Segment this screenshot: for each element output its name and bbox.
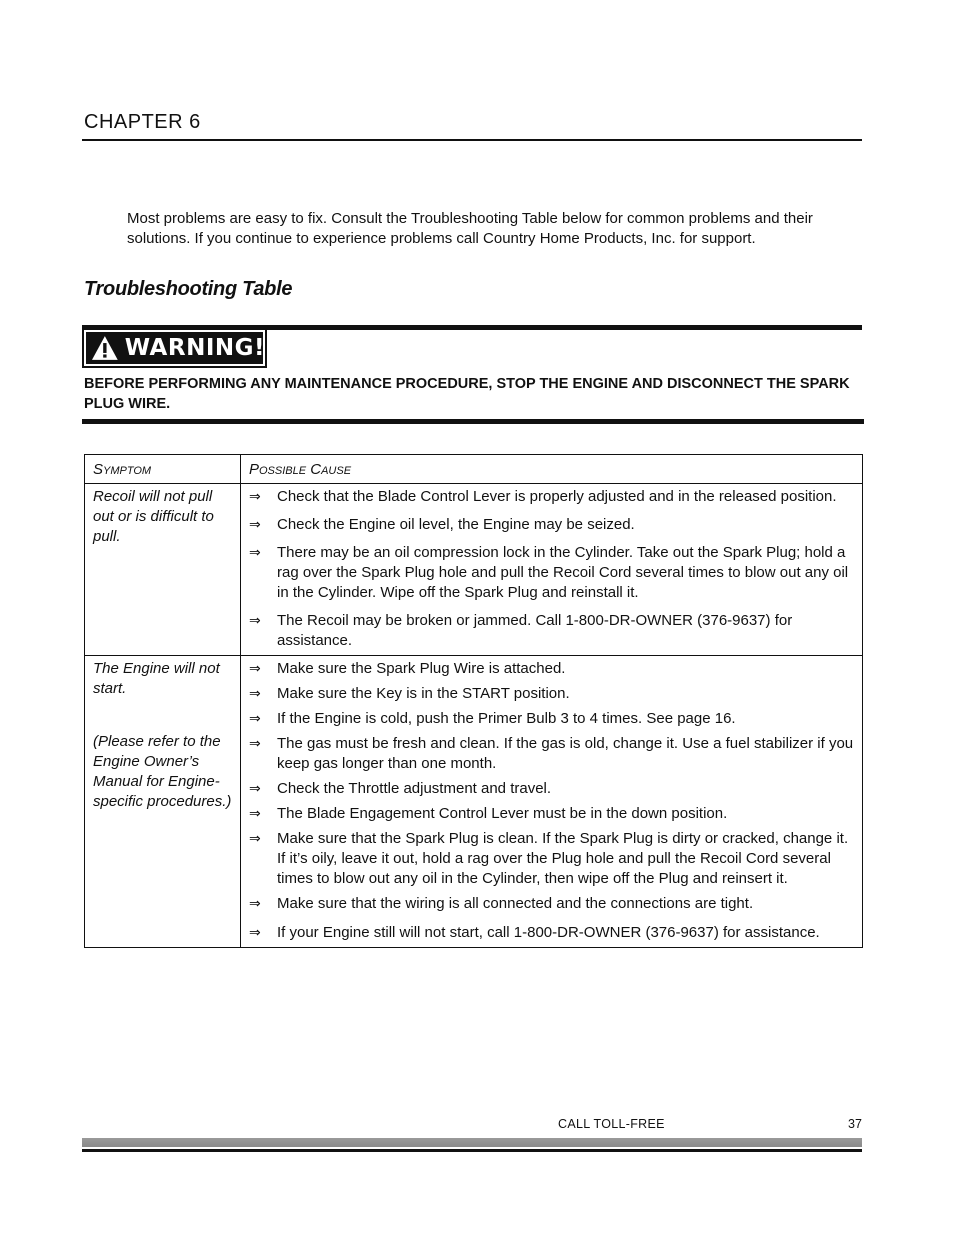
cause-text: If the Engine is cold, push the Primer Bulb 3 to 4 times. See page 16. [277, 710, 736, 727]
footer-bar [82, 1138, 862, 1152]
list-item [249, 515, 856, 535]
footer-call-toll-free: CALL TOLL-FREE [558, 1117, 665, 1131]
phone-number: 1-800-DR-OWNER (376-9637) [513, 924, 719, 941]
list-item [249, 804, 856, 824]
cause-text-before: The Recoil may be broken or jammed. Call [277, 612, 566, 629]
cause-text: There may be an oil compression lock in the Cylinder. Take out the Spark Plug; hold a rag over the Spark Plug hole and pull the Recoil Cord several times to blow out any oil in the Cylinder. Wipe off the Spark Plug and reinstall it. [277, 544, 849, 601]
arrow-right-icon: ⇒ [249, 686, 261, 702]
arrow-right-icon: ⇒ [249, 613, 261, 629]
cause-text: Make sure that the wiring is all connected and the connections are tight. [277, 895, 754, 912]
table-header-row [85, 455, 863, 484]
warning-badge [82, 328, 267, 368]
arrow-right-icon: ⇒ [249, 736, 261, 752]
list-item [249, 894, 856, 914]
arrow-right-icon: ⇒ [249, 806, 261, 822]
table-row [85, 484, 863, 656]
symptom-text: Recoil will not pull out or is difficult to pull. [93, 488, 214, 545]
list-item [249, 659, 856, 679]
cause-text: Check the Engine oil level, the Engine may be seized. [277, 516, 635, 533]
section-title: Troubleshooting Table [84, 278, 293, 300]
cause-text [277, 611, 856, 651]
cause-cell [241, 484, 863, 656]
cause-cell [241, 656, 863, 948]
list-item [249, 709, 856, 729]
page-number: 37 [848, 1117, 862, 1131]
symptom-text: The Engine will not start. [93, 660, 220, 697]
arrow-right-icon: ⇒ [249, 661, 261, 677]
cause-text [277, 923, 856, 943]
warning-bottom-bar [82, 419, 864, 424]
list-item [249, 487, 856, 507]
cause-column-header: Possible Cause [241, 455, 863, 484]
arrow-right-icon: ⇒ [249, 781, 261, 797]
arrow-right-icon: ⇒ [249, 489, 261, 505]
cause-text: Make sure that the Spark Plug is clean. If the Spark Plug is dirty or cracked, change it. If it’s oily, leave it out, hold a rag over the Plug hole and pull the Recoil Cord several times to blow out any oil in the Cylinder, then wipe off the Plug and reinsert it. [277, 830, 849, 887]
cause-text-before: If your Engine still will not start, call [277, 924, 514, 941]
warning-text: BEFORE PERFORMING ANY MAINTENANCE PROCEDURE, STOP THE ENGINE AND DISCONNECT THE SPARK PLUG WIRE. [84, 376, 850, 412]
symptom-block [85, 656, 240, 812]
arrow-right-icon: ⇒ [249, 517, 261, 533]
cause-text-after: for assistance. [718, 924, 820, 941]
symptom-note: (Please refer to the Engine Owner’s Manual for Engine-specific procedures.) [93, 733, 232, 810]
list-item [249, 829, 856, 889]
list-item [249, 734, 856, 774]
troubleshooting-table [84, 454, 863, 948]
list-item [249, 779, 856, 799]
chapter-heading: CHAPTER 6 [84, 111, 201, 133]
list-item [249, 543, 856, 603]
cause-list [241, 656, 862, 947]
arrow-right-icon: ⇒ [249, 925, 261, 941]
arrow-right-icon: ⇒ [249, 896, 261, 912]
intro-paragraph: Most problems are easy to fix. Consult the Troubleshooting Table below for common problems and their solutions. If you continue to experience problems call Country Home Products, Inc. for support. [127, 210, 813, 247]
arrow-right-icon: ⇒ [249, 831, 261, 847]
cause-text: The Blade Engagement Control Lever must be in the down position. [277, 805, 728, 822]
cause-text: Check that the Blade Control Lever is properly adjusted and in the released position. [277, 488, 837, 505]
cause-text: Make sure the Spark Plug Wire is attached. [277, 660, 566, 677]
cause-list [241, 484, 862, 655]
table-row [85, 656, 863, 948]
warning-label: WARNING! [124, 335, 265, 361]
arrow-right-icon: ⇒ [249, 545, 261, 561]
warning-triangle-icon [91, 335, 119, 361]
cause-text: Check the Throttle adjustment and travel. [277, 780, 552, 797]
symptom-cell [85, 484, 241, 656]
list-item [249, 611, 856, 651]
cause-text-after: for assistance. [277, 612, 793, 649]
symptom-cell [85, 656, 241, 948]
cause-text: The gas must be fresh and clean. If the gas is old, change it. Use a fuel stabilizer if you keep gas longer than one month. [277, 735, 854, 772]
cause-text: Make sure the Key is in the START position. [277, 685, 570, 702]
phone-number: 1-800-DR-OWNER (376-9637) [565, 612, 771, 629]
list-item [249, 923, 856, 943]
chapter-rule [82, 139, 862, 141]
list-item [249, 684, 856, 704]
symptom-column-header: Symptom [85, 455, 241, 484]
arrow-right-icon: ⇒ [249, 711, 261, 727]
